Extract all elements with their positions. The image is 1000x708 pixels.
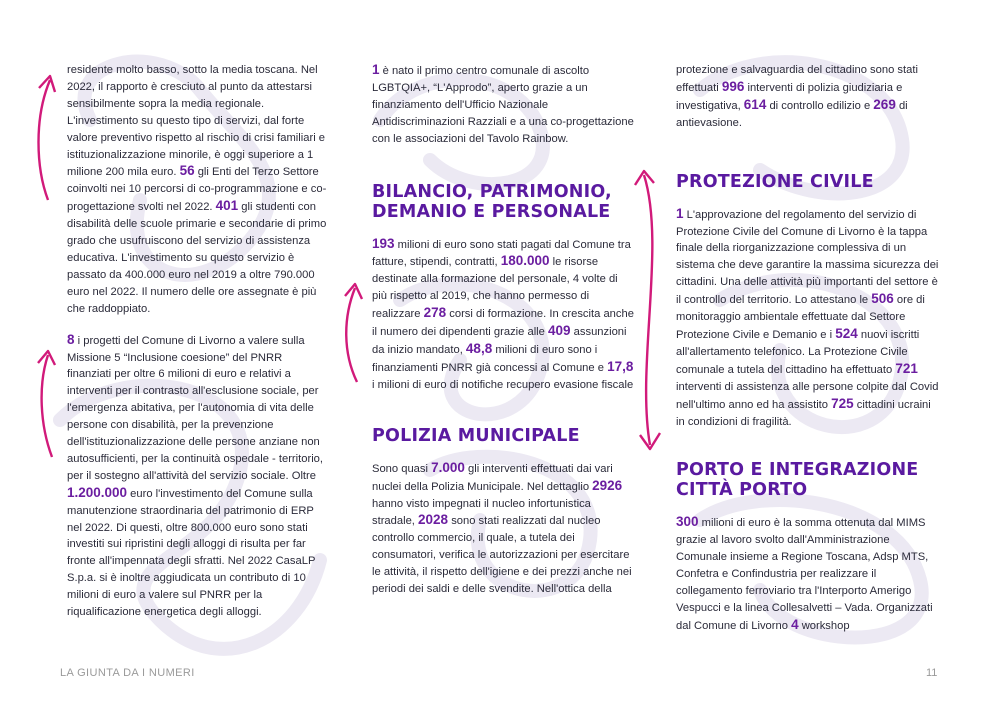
- column-left: [67, 62, 329, 621]
- up-arrow-icon: [335, 278, 375, 388]
- text: Sono quasi: [372, 462, 428, 475]
- text: interventi di polizia giudiziaria e investigativa,: [676, 81, 903, 112]
- text: gli Enti del Terzo Settore coinvolti nei 10 percorsi di co-programmazione e co-progettazione svolti nel 2022.: [67, 166, 327, 214]
- up-arrow-icon: [30, 68, 70, 208]
- text: assunzioni da inizio mandato,: [372, 326, 627, 356]
- highlight-number: 401: [215, 198, 239, 214]
- text: ore di monitoraggio ambientale effettuate dal Settore Protezione Civile e Demanio e i: [676, 294, 925, 341]
- paragraph-polizia: [372, 460, 634, 598]
- column-middle: [372, 62, 634, 598]
- page-number: 11: [926, 667, 938, 679]
- text: i milioni di euro di notifiche recupero evasione fiscale: [372, 378, 634, 391]
- text: nuovi iscritti all'allertamento telefonico. La Protezione Civile comunale a tutela del cittadino ha effettuato: [676, 328, 920, 376]
- text: i progetti del Comune di Livorno a valere sulla Missione 5 “Inclusione coesione” del PNRR finanziati per oltre 6 milioni di euro e relativi a interventi per il contrasto all'esclusione sociale, per l'emergenza abitativa, per l'autonomia di vita delle persone con disabilità, per la prevenzione dell'istituzionalizzazione delle persone anziane non autosufficienti, per la continuità ospedale - territorio, per il sostegno all'attività del servizio sociale. Oltre: [67, 334, 324, 482]
- highlight-number: 180.000: [500, 253, 550, 269]
- highlight-number: 1: [676, 205, 684, 221]
- column-right: [676, 62, 941, 635]
- double-arrow-icon: [630, 165, 670, 455]
- text: milioni di euro sono stati pagati dal Comune tra fatture, stipendi, contratti,: [372, 238, 631, 269]
- highlight-number: 56: [179, 163, 195, 179]
- text: di antievasione.: [676, 99, 908, 129]
- section-heading-bilancio: BILANCIO, PATRIMONIO, DEMANIO E PERSONALE: [372, 181, 612, 222]
- highlight-number: 4: [791, 616, 799, 632]
- highlight-number: 721: [895, 360, 918, 376]
- text: gli studenti con disabilità delle scuole primarie e secondarie di primo grado che usufruiscono del servizio di assistenza educativa. L'investimento su questo servizio è passato da 400.000 euro nel 2019 a oltre 790.000 euro nel 2022. Il numero delle ore assegnate è più che raddoppiato.: [67, 201, 327, 315]
- text: residente molto basso, sotto la media toscana. Nel 2022, il rapporto è cresciuto al punto da attestarsi sensibilmente sopra la media regionale. L'investimento su questo tipo di servizi, dal forte valore preventivo rispetto al rischio di crisi familiari e istituzionalizzazione minorile, è oggi superiore a 1 milione 200 mila euro.: [67, 64, 326, 179]
- highlight-number: 524: [835, 325, 858, 341]
- highlight-number: 278: [423, 305, 447, 321]
- paragraph-pnrr-projects: [67, 332, 329, 621]
- highlight-number: 1.200.000: [67, 484, 128, 500]
- highlight-number: 2028: [418, 512, 449, 528]
- highlight-number: 725: [831, 395, 854, 411]
- highlight-number: 269: [873, 96, 896, 112]
- text: workshop: [801, 619, 850, 632]
- highlight-number: 193: [372, 235, 395, 251]
- highlight-number: 506: [871, 291, 894, 307]
- highlight-number: 48,8: [465, 340, 493, 356]
- highlight-number: 300: [676, 514, 699, 530]
- text: milioni di euro è la somma ottenuta dal MIMS grazie al lavoro svolto dall'Amministrazione Comunale insieme a Regione Toscana, Adsp MTS, Confetra e Confindustria per realizzare il collegamento ferroviario tra l'Interporto Amerigo Vespucci e la linea Collesalvetti – Vada. Organizzati dal Comune di Livorno: [676, 517, 933, 632]
- text: hanno visto impegnati il nucleo infortunistica stradale,: [372, 497, 591, 528]
- paragraph-protezione-civile: [676, 206, 941, 431]
- text: protezione e salvaguardia del cittadino sono stati effettuati: [676, 64, 918, 94]
- paragraph-polizia-continued: [676, 62, 941, 132]
- highlight-number: 1: [372, 62, 380, 77]
- text: cittadini ucraini in condizioni di fragilità.: [676, 398, 931, 428]
- highlight-number: 614: [743, 96, 767, 112]
- paragraph-porto: [676, 514, 941, 634]
- text: è nato il primo centro comunale di ascolto LGBTQIA+, “L'Approdo”, aperto grazie a un finanziamento dell'Ufficio Nazionale Antidiscriminazioni Razziali e a una co-progettazione con le associazioni del Tavolo Rainbow.: [372, 65, 634, 145]
- text: sono stati realizzati dal nucleo controllo commercio, il quale, a tutela dei consumatori, verifica le autorizzazioni per esercitare le attività, il rispetto dell'igiene e dei prezzi anche nei periodi dei saldi e delle svendite. Nell'ottica della: [372, 515, 632, 596]
- text: le risorse destinate alla formazione del personale, 4 volte di più rispetto al 2019, che hanno permesso di realizzare: [372, 256, 618, 321]
- text: gli interventi effettuati dai vari nuclei della Polizia Municipale. Nel dettaglio: [372, 462, 613, 493]
- section-heading-porto: PORTO E INTEGRAZIONE CITTÀ PORTO: [676, 460, 919, 501]
- text: interventi di assistenza alle persone colpite dal Covid nell'ultimo anno ed ha assistito: [676, 380, 939, 411]
- text: milioni di euro sono i finanziamenti PNRR già concessi al Comune e: [372, 343, 604, 374]
- paragraph-family-services: [67, 62, 329, 318]
- text: corsi di formazione. In crescita anche il numero dei dipendenti grazie alle: [372, 308, 634, 339]
- highlight-number: 7.000: [431, 459, 465, 475]
- text: L'approvazione del regolamento del servizio di Protezione Civile del Comune di Livorno è la tappa finale della riorganizzazione complessiva di un sistema che deve garantire la massima sicurezza dei cittadini. Una delle attività più importanti del settore è il controllo del territorio. Lo attestano le: [676, 208, 939, 307]
- highlight-number: 17,8: [607, 358, 634, 374]
- text: di controllo edilizio e: [769, 99, 871, 112]
- highlight-number: 8: [67, 331, 75, 347]
- paragraph-lgbtqia-center: [372, 62, 634, 148]
- highlight-number: 409: [548, 323, 571, 339]
- text: euro l'investimento del Comune sulla manutenzione straordinaria del patrimonio di ERP nel 2022. Di questi, oltre 800.000 euro sono stati investiti sui ripristini degli alloggi di risulta per far fronte all'impennata degli sfratti. Nel 2022 CasaLP S.p.a. si è inoltre aggiudicata un contributo di 10 milioni di euro a valere sul PNRR per la riqualificazione energetica degli alloggi.: [67, 487, 316, 619]
- highlight-number: 2926: [592, 477, 623, 493]
- section-heading-protezione-civile: PROTEZIONE CIVILE: [676, 171, 874, 192]
- paragraph-bilancio: [372, 236, 634, 394]
- section-heading-polizia: POLIZIA MUNICIPALE: [372, 425, 580, 446]
- footer-title: LA GIUNTA DA I NUMERI: [60, 667, 195, 679]
- up-arrow-icon: [30, 345, 70, 465]
- highlight-number: 996: [721, 78, 745, 94]
